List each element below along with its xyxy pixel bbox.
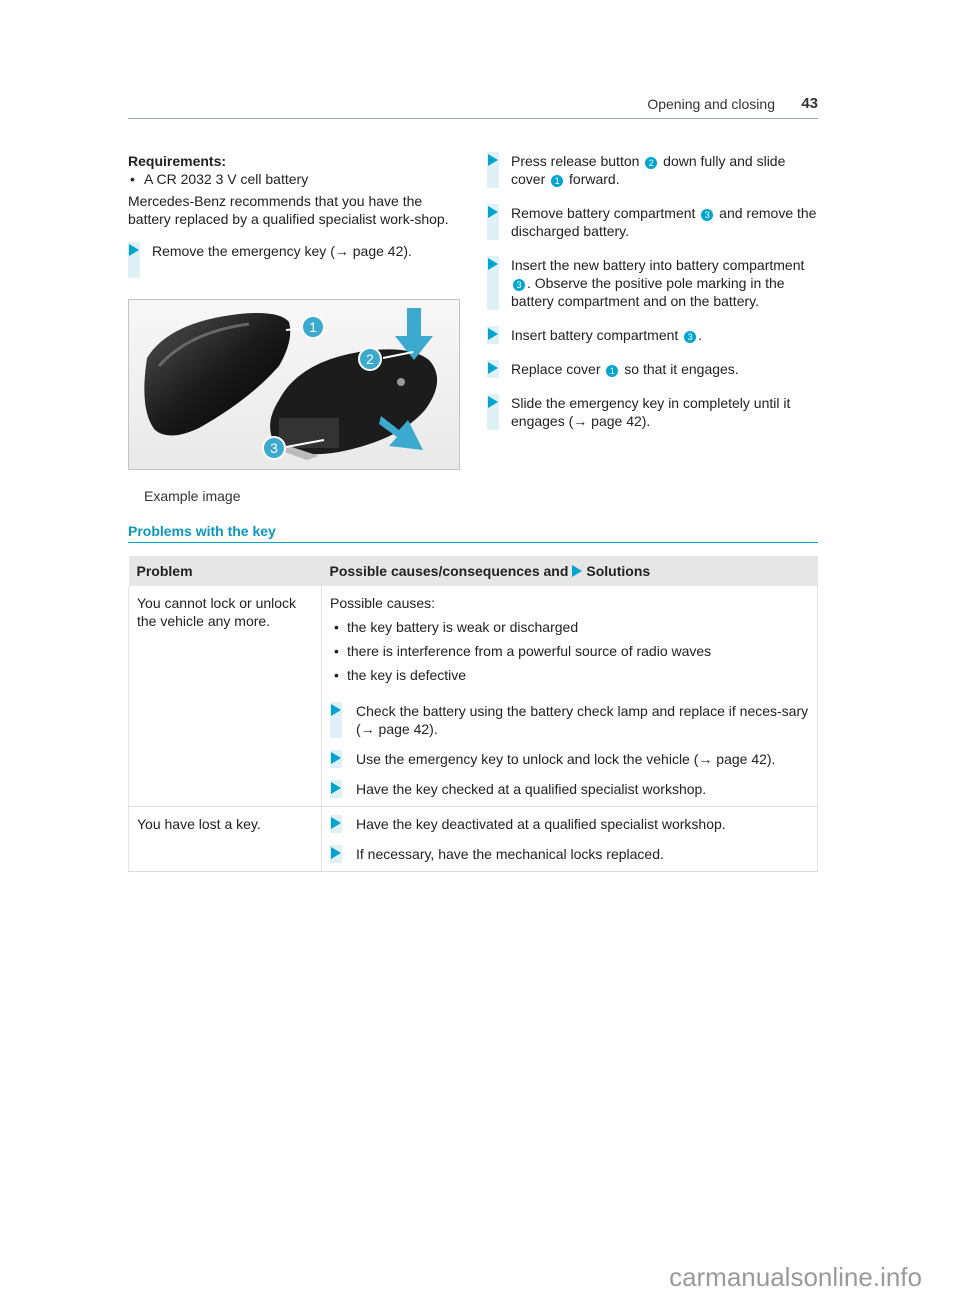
solution-step: [330, 845, 809, 863]
action-arrow-icon: [488, 396, 498, 408]
causes-label: Possible causes:: [330, 595, 436, 611]
list-item: [330, 642, 809, 660]
callout-number-3: 3: [701, 209, 713, 221]
step-text: Insert the new battery into battery compartment: [511, 257, 805, 273]
step-text: Remove battery compartment: [511, 205, 700, 221]
action-arrow-icon: [488, 258, 498, 270]
action-arrow-icon: [129, 244, 139, 256]
callout-2: [359, 348, 381, 370]
solution-step: [330, 815, 809, 833]
requirement-text: A CR 2032 3 V cell battery: [144, 171, 309, 187]
bullet-icon: •: [334, 643, 339, 659]
svg-text:2: 2: [366, 351, 374, 367]
action-arrow-icon: [488, 206, 498, 218]
step-text: .: [698, 327, 703, 343]
callout-number-3: 3: [684, 331, 696, 343]
solution-text: Have the key checked at a qualified specialist workshop.: [356, 781, 707, 797]
cause-text: the key battery is weak or discharged: [347, 619, 579, 635]
watermark[interactable]: carmanualsonline.info: [669, 1262, 922, 1292]
action-arrow-icon: [488, 154, 498, 166]
step-slide-key: [487, 394, 819, 430]
section-title: Opening and closing: [647, 96, 775, 112]
problem-cell: You have lost a key.: [129, 807, 322, 872]
table-row: [129, 807, 818, 872]
solution-step: [330, 780, 809, 798]
callout-3: [263, 437, 285, 459]
action-arrow-icon: [488, 362, 498, 374]
problem-cell: You cannot lock or unlock the vehicle any more.: [129, 586, 322, 807]
step-text: so that it engages.: [620, 361, 739, 377]
action-arrow-icon: [488, 328, 498, 340]
key-illustration: [129, 300, 459, 469]
step-insert-battery: [487, 256, 819, 310]
page-number: 43: [801, 95, 818, 112]
left-column: [128, 152, 460, 278]
bullet-icon: •: [130, 171, 135, 187]
step-text: forward.: [565, 171, 620, 187]
solution-text[interactable]: Use the emergency key to unlock and lock the vehicle (→ page 42).: [356, 751, 776, 767]
requirements-title: Requirements:: [128, 153, 227, 169]
step-text: Press release button: [511, 153, 644, 169]
svg-text:1: 1: [309, 319, 317, 335]
solution-cell: [322, 586, 818, 807]
bullet-icon: •: [334, 619, 339, 635]
list-item: [330, 666, 809, 684]
action-arrow-icon: [331, 704, 341, 716]
action-arrow-icon: [331, 847, 341, 859]
step-remove-compartment: [487, 204, 819, 240]
figure-caption: Example image: [144, 488, 241, 504]
page-header: [128, 92, 818, 119]
step-remove-key: [128, 242, 460, 278]
step-text: Insert battery compartment: [511, 327, 683, 343]
solution-step: [330, 750, 809, 768]
action-arrow-icon: [331, 817, 341, 829]
step-text: . Observe the positive pole marking in the battery compartment and on the battery.: [511, 275, 785, 309]
step-text[interactable]: Slide the emergency key in completely until it engages (→ page 42).: [511, 395, 791, 429]
callout-number-1: 1: [551, 175, 563, 187]
step-text[interactable]: Remove the emergency key (→ page 42).: [152, 243, 412, 259]
solution-text[interactable]: Check the battery using the battery check lamp and replace if neces-sary (→ page 42).: [356, 703, 809, 737]
table-row: [129, 586, 818, 807]
problems-heading: Problems with the key: [128, 523, 818, 543]
table-header-row: [129, 556, 818, 586]
recommendation-text: Mercedes-Benz recommends that you have the battery replaced by a qualified specialist work-shop.: [128, 193, 449, 227]
step-text: down fully and slide cover: [511, 153, 786, 187]
solution-step: [330, 702, 809, 738]
step-replace-cover: [487, 360, 819, 378]
cause-text: the key is defective: [347, 667, 467, 683]
solution-cell: [322, 807, 818, 872]
callout-number-3: 3: [513, 279, 525, 291]
bullet-icon: •: [334, 667, 339, 683]
callout-number-1: 1: [606, 365, 618, 377]
callout-number-2: 2: [645, 157, 657, 169]
cause-text: there is interference from a powerful source of radio waves: [347, 643, 712, 659]
step-text: and remove the discharged battery.: [511, 205, 817, 239]
step-insert-compartment: [487, 326, 819, 344]
action-arrow-icon: [331, 752, 341, 764]
action-arrow-icon: [572, 565, 582, 577]
action-arrow-icon: [331, 782, 341, 794]
solution-text: Have the key deactivated at a qualified specialist workshop.: [356, 816, 726, 832]
right-column: [487, 152, 819, 446]
svg-text:3: 3: [270, 440, 278, 456]
step-press-release: [487, 152, 819, 188]
list-item: [330, 618, 809, 636]
col-problem: Problem: [129, 556, 322, 586]
col-causes: [322, 556, 818, 586]
requirement-item: [128, 170, 460, 188]
callout-1: [302, 316, 324, 338]
col-causes-label: Possible causes/consequences and: [329, 563, 569, 579]
solution-text: If necessary, have the mechanical locks replaced.: [356, 846, 664, 862]
step-text: Replace cover: [511, 361, 605, 377]
problems-table: [128, 556, 818, 872]
key-battery-figure: [128, 299, 460, 470]
col-solutions-label: Solutions: [586, 563, 651, 579]
